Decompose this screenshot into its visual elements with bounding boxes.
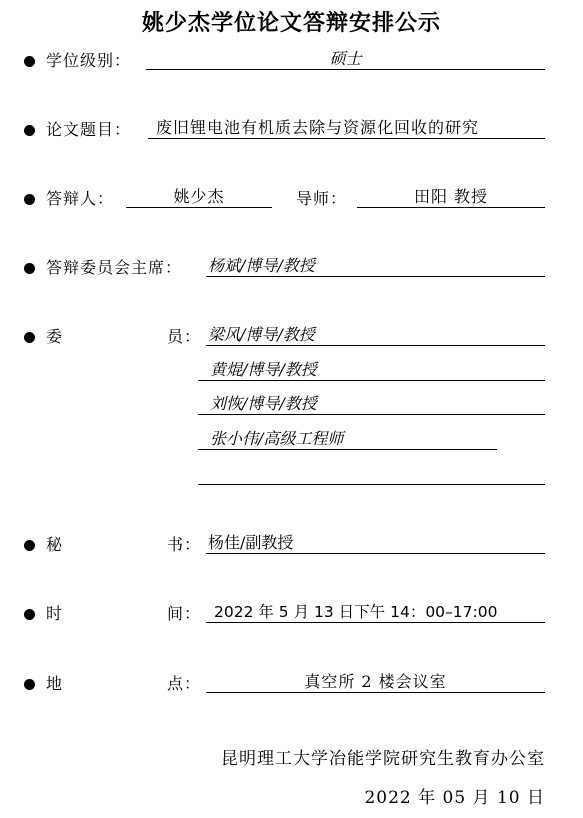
bullet-defender [24, 194, 35, 205]
bullet-chair [24, 263, 35, 274]
committee-underline-1 [206, 345, 545, 346]
thesis-underline [148, 138, 545, 139]
bullet-thesis [24, 125, 35, 136]
committee-underline-4 [198, 449, 497, 450]
location-label-right: 点： [167, 674, 202, 693]
advisor-label: 导师： [296, 189, 348, 208]
bullet-secretary [24, 540, 35, 551]
time-underline [206, 622, 545, 623]
defender-value: 姚少杰 [173, 187, 225, 206]
location-label-left: 地 [46, 674, 64, 693]
time-label-left: 时 [46, 604, 64, 623]
chair-value: 杨斌/博导/教授 [208, 256, 315, 275]
degree-label: 学位级别： [46, 51, 132, 70]
time-value: 2022 年 5 月 13 日下午 14：00–17:00 [214, 603, 498, 621]
thesis-value: 废旧锂电池有机质去除与资源化回收的研究 [156, 118, 480, 137]
committee-underline-3 [198, 414, 545, 415]
thesis-label: 论文题目： [46, 120, 132, 139]
bullet-time [24, 609, 35, 620]
advisor-underline [357, 207, 545, 208]
committee-member-1: 梁风/博导/教授 [208, 325, 315, 344]
location-underline [206, 692, 545, 693]
committee-member-2: 黄焜/博导/教授 [210, 360, 317, 379]
time-label-right: 间： [167, 604, 202, 623]
committee-label-left: 委 [46, 327, 64, 346]
committee-underline-5 [198, 484, 545, 485]
footer-date: 2022 年 05 月 10 日 [364, 788, 545, 808]
committee-underline-2 [198, 380, 545, 381]
footer-office: 昆明理工大学冶能学院研究生教育办公室 [221, 749, 545, 769]
secretary-label-right: 书： [167, 535, 202, 554]
degree-value: 硕士 [329, 49, 362, 68]
page-title: 姚少杰学位论文答辩安排公示 [141, 11, 441, 36]
bullet-degree [24, 56, 35, 67]
secretary-underline [206, 553, 545, 554]
committee-member-3: 刘恢/博导/教授 [210, 394, 317, 413]
chair-underline [206, 276, 545, 277]
bullet-location [24, 679, 35, 690]
secretary-value: 杨佳/副教授 [208, 533, 294, 552]
committee-label-right: 员： [167, 327, 202, 346]
location-value: 真空所 2 楼会议室 [304, 672, 447, 691]
defender-underline [126, 207, 272, 208]
bullet-committee [24, 332, 35, 343]
chair-label: 答辩委员会主席： [46, 258, 183, 277]
degree-underline [146, 69, 545, 70]
advisor-value: 田阳 教授 [413, 187, 489, 206]
committee-member-4: 张小伟/高级工程师 [210, 429, 344, 448]
defender-label: 答辩人： [46, 189, 115, 208]
secretary-label-left: 秘 [46, 535, 64, 554]
